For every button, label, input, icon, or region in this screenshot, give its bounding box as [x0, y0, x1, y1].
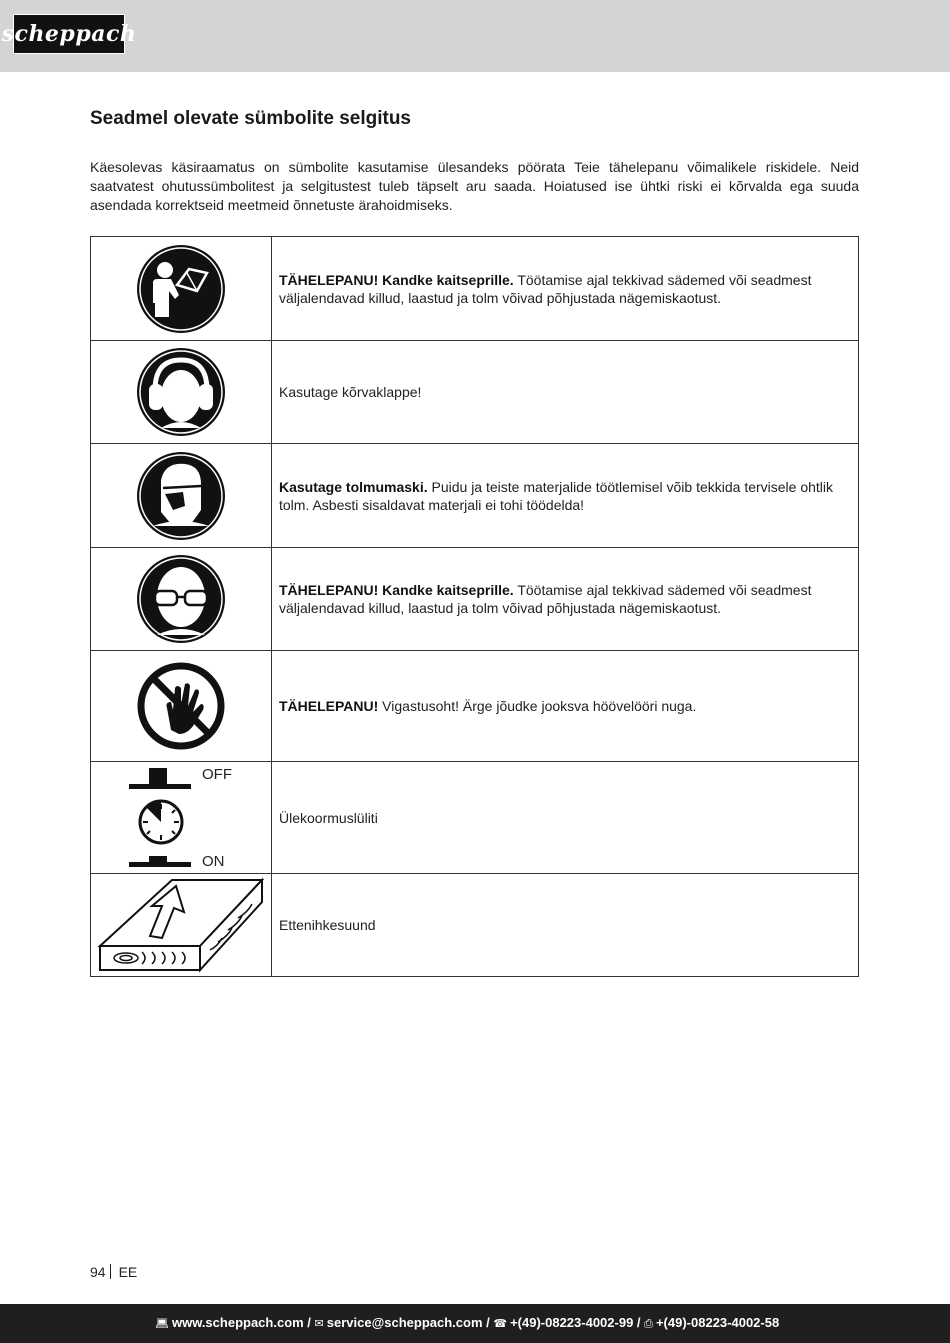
- no-hands-icon: [135, 660, 227, 752]
- table-row: [91, 651, 859, 762]
- warning-bold: TÄHELEPANU! Kandke kaitseprille.: [279, 271, 514, 288]
- symbol-description: [272, 444, 859, 548]
- table-row: [91, 341, 859, 444]
- description-text: Ettenihkesuund: [279, 917, 376, 933]
- symbol-description: [272, 548, 859, 651]
- dust-mask-icon: [135, 450, 227, 542]
- brand-logo[interactable]: scheppach: [13, 14, 125, 54]
- page-title: Seadmel olevate sümbolite selgitus: [90, 108, 411, 129]
- icon-cell: [91, 762, 272, 874]
- icon-cell: [91, 237, 272, 341]
- symbol-description: [272, 341, 859, 444]
- phone-icon: ☎: [493, 1318, 508, 1330]
- read-manual-icon: [135, 243, 227, 335]
- description-text: Puidu ja teiste materjalide töötlemisel võib tekkida tervisele ohtlik tolm. Asbesti sisaldavat materjali ei tohi töödelda!: [279, 478, 834, 513]
- intro-paragraph: Käesolevas käsiraamatus on sümbolite kasutamise ülesandeks pöörata Teie tähelepanu võimalikele riskidele. Neid saatvatest ohutussümbolitest ja selgitustest tuleb täpselt aru saada. Hoiatused ise ühtki riski ei kõrvalda ega suuda asendada korrektseid meetmeid õnnetuste ärahoidmiseks.: [90, 159, 859, 213]
- page-number-value: 94: [90, 1264, 106, 1280]
- language-code: EE: [118, 1264, 138, 1280]
- website-link[interactable]: www.scheppach.com /: [171, 1315, 311, 1330]
- description-text: Vigastusoht! Ärge jõudke jooksva höövelööri nuga.: [378, 698, 697, 714]
- symbols-table: [90, 236, 859, 977]
- feed-direction-icon: [98, 876, 264, 974]
- symbol-description: [272, 762, 859, 874]
- page-number: [90, 1264, 137, 1280]
- warning-bold: TÄHELEPANU!: [279, 698, 379, 714]
- icon-cell: [91, 444, 272, 548]
- email-link[interactable]: service@scheppach.com /: [326, 1315, 490, 1330]
- on-label: ON: [202, 853, 225, 870]
- computer-icon: 💻︎: [155, 1318, 169, 1330]
- fax-icon: ⎙: [644, 1318, 653, 1330]
- warning-bold: Kasutage tolmumaski.: [279, 478, 428, 495]
- overload-switch-icon: [129, 766, 199, 870]
- symbol-description: [272, 874, 859, 977]
- off-label: OFF: [202, 766, 232, 783]
- divider: [110, 1264, 111, 1279]
- table-row: [91, 762, 859, 874]
- description-text: Ülekoormuslüliti: [279, 809, 378, 826]
- footer-contact: [155, 1315, 779, 1331]
- icon-cell: [91, 651, 272, 762]
- header-bar: [0, 0, 950, 72]
- phone-number: +(49)-08223-4002-99 /: [510, 1315, 641, 1330]
- symbol-description: [272, 651, 859, 762]
- description-text: Töötamise ajal tekkivad sädemed või seadmest väljalendavad killud, laastud ja tolm võivad põhjustada nägemiskaotust.: [279, 582, 812, 616]
- table-row: [91, 548, 859, 651]
- fax-number: +(49)-08223-4002-58: [655, 1315, 780, 1330]
- icon-cell: [91, 548, 272, 651]
- table-row: [91, 237, 859, 341]
- description-text: Kasutage kõrvaklappe!: [279, 384, 422, 400]
- eye-protection-icon: [135, 553, 227, 645]
- description-text: Töötamise ajal tekkivad sädemed või seadmest väljalendavad killud, laastud ja tolm võivad põhjustada nägemiskaotust.: [279, 271, 812, 306]
- ear-protection-icon: [135, 346, 227, 438]
- mail-icon: ✉: [314, 1318, 324, 1330]
- footer-bar: [0, 1304, 950, 1343]
- table-row: [91, 874, 859, 977]
- icon-cell: [91, 874, 272, 977]
- symbol-description: [272, 237, 859, 341]
- warning-bold: TÄHELEPANU! Kandke kaitseprille.: [279, 582, 514, 598]
- table-row: [91, 444, 859, 548]
- icon-cell: [91, 341, 272, 444]
